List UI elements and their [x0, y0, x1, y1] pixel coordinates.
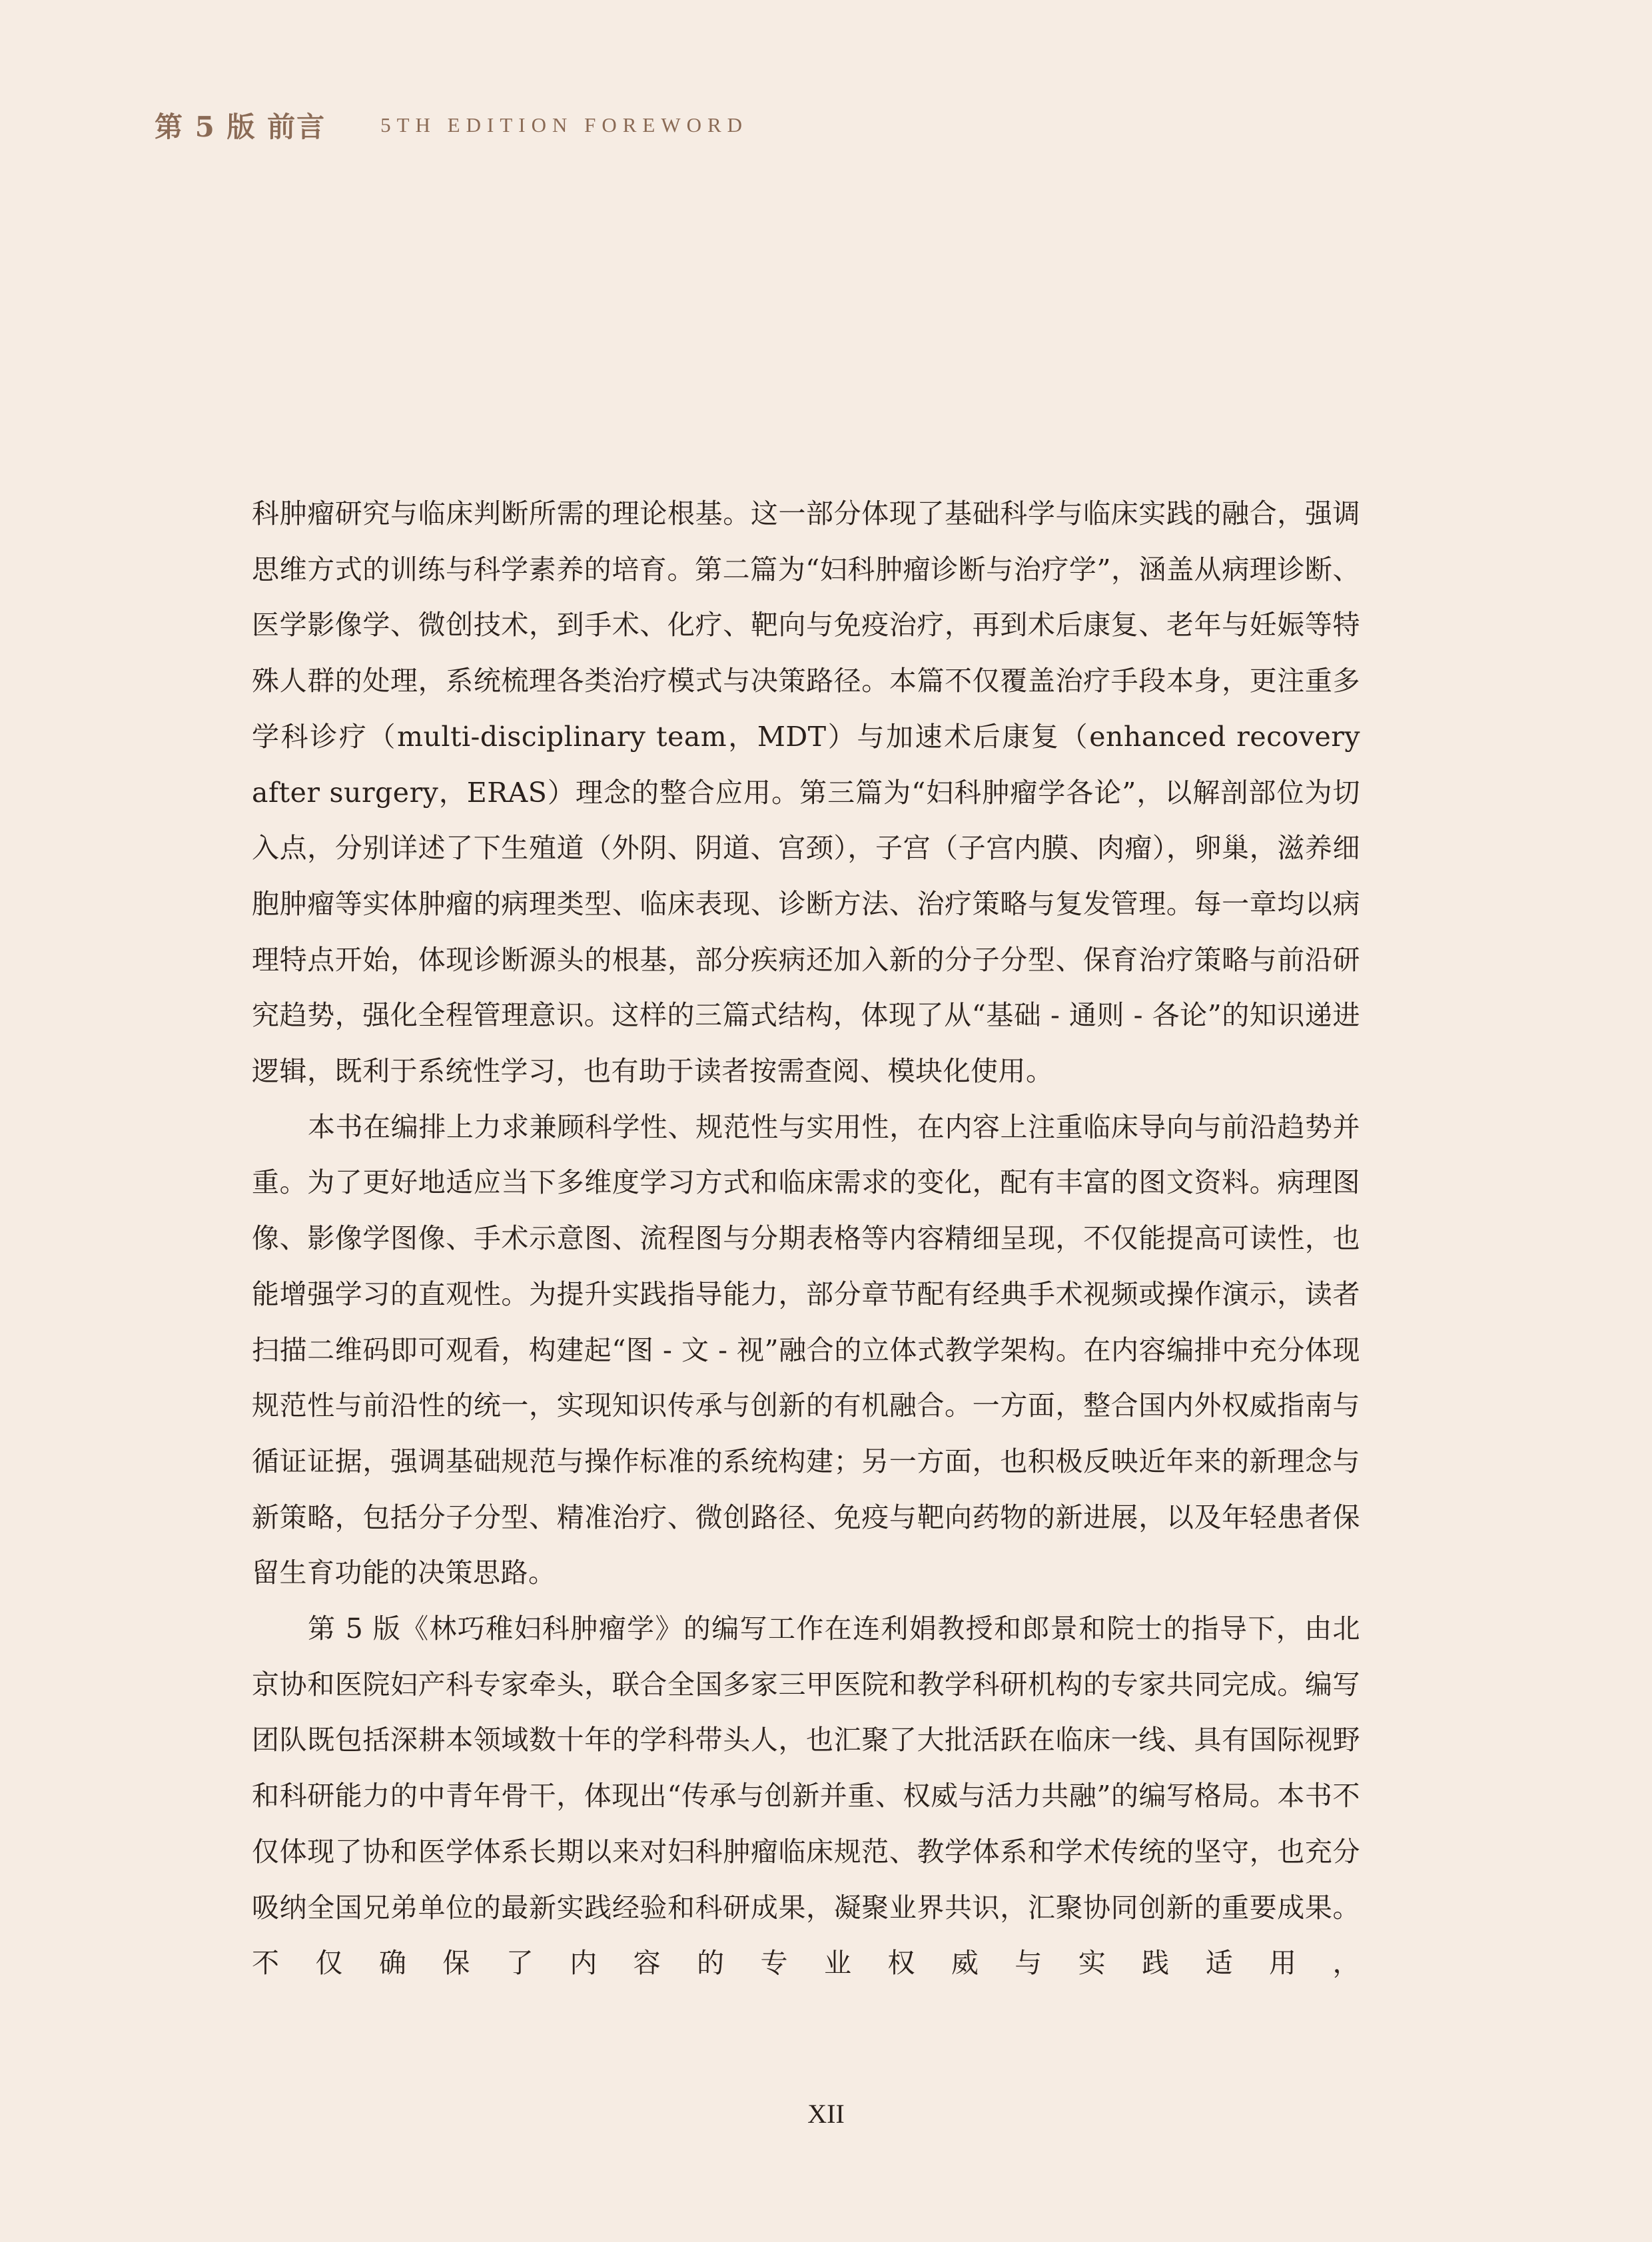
page-number: XII — [807, 2099, 845, 2129]
header-chinese-title: 第 5 版 前言 — [155, 111, 326, 143]
running-header — [155, 105, 748, 145]
header-english-title: 5TH EDITION FOREWORD — [380, 113, 749, 137]
paragraph-2: 本书在编排上力求兼顾科学性、规范性与实用性，在内容上注重临床导向与前沿趋势并重。为了更好地适应当下多维度学习方式和临床需求的变化，配有丰富的图文资料。病理图像、影像学图像、手术示意图、流程图与分期表格等内容精细呈现，不仅能提高可读性，也能增强学习的直观性。为提升实践指导能力，部分章节配有经典手术视频或操作演示，读者扫描二维码即可观看，构建起“图 - 文 - 视”融合的立体式教学架构。在内容编排中充分体现规范性与前沿性的统一，实现知识传承与创新的有机融合。一方面，整合国内外权威指南与循证证据，强调基础规范与操作标准的系统构建；另一方面，也积极反映近年来的新理念与新策略，包括分子分型、精准治疗、微创路径、免疫与靶向药物的新进展，以及年轻患者保留生育功能的决策思路。 — [252, 1110, 1360, 1589]
body-text — [252, 486, 1360, 1992]
paragraph-3: 第 5 版《林巧稚妇科肿瘤学》的编写工作在连利娟教授和郎景和院士的指导下，由北京协和医院妇产科专家牵头，联合全国多家三甲医院和教学科研机构的专家共同完成。编写团队既包括深耕本领域数十年的学科带头人，也汇聚了大批活跃在临床一线、具有国际视野和科研能力的中青年骨干，体现出“传承与创新并重、权威与活力共融”的编写格局。本书不仅体现了协和医学体系长期以来对妇科肿瘤临床规范、教学体系和学术传统的坚守，也充分吸纳全国兄弟单位的最新实践经验和科研成果，凝聚业界共识，汇聚协同创新的重要成果。不仅确保了内容的专业权威与实践适用， — [252, 1613, 1360, 1980]
paragraph-1: 科肿瘤研究与临床判断所需的理论根基。这一部分体现了基础科学与临床实践的融合，强调思维方式的训练与科学素养的培育。第二篇为“妇科肿瘤诊断与治疗学”，涵盖从病理诊断、医学影像学、微创技术，到手术、化疗、靶向与免疫治疗，再到术后康复、老年与妊娠等特殊人群的处理，系统梳理各类治疗模式与决策路径。本篇不仅覆盖治疗手段本身，更注重多学科诊疗（multi-disciplinary team，MDT）与加速术后康复（enhanced recovery after surgery，ERAS）理念的整合应用。第三篇为“妇科肿瘤学各论”，以解剖部位为切入点，分别详述了下生殖道（外阴、阴道、宫颈），子宫（子宫内膜、肉瘤），卵巢，滋养细胞肿瘤等实体肿瘤的病理类型、临床表现、诊断方法、治疗策略与复发管理。每一章均以病理特点开始，体现诊断源头的根基，部分疾病还加入新的分子分型、保育治疗策略与前沿研究趋势，强化全程管理意识。这样的三篇式结构，体现了从“基础 - 通则 - 各论”的知识递进逻辑，既利于系统性学习，也有助于读者按需查阅、模块化使用。 — [252, 498, 1360, 1088]
